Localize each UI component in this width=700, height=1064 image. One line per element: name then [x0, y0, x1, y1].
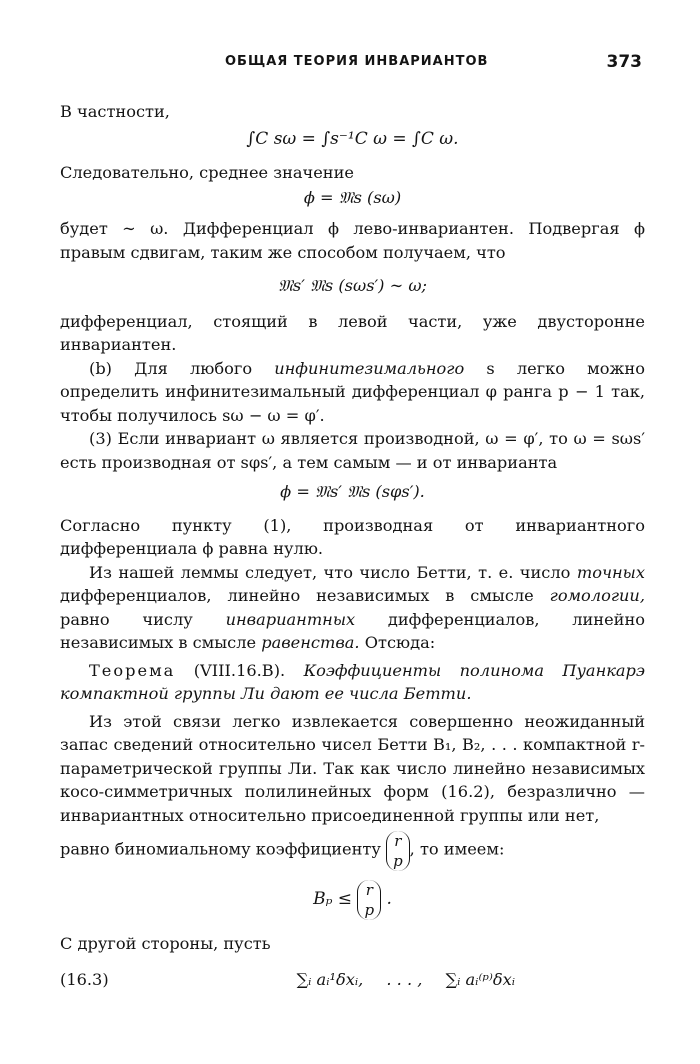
lemma-text-a: Из нашей леммы следует, что число Бетти, т. е. число: [89, 562, 571, 582]
item-b-label: (b): [89, 358, 112, 378]
betti-bound-left: Bₚ ≤: [313, 889, 353, 909]
theorem-block: [60, 659, 645, 706]
page-number: 373: [606, 52, 642, 72]
theorem-ref: (VIII.16.B).: [193, 660, 286, 680]
paragraph-binomial: [60, 829, 645, 871]
paragraph-left-invariant: будет ∼ ω. Дифференциал ϕ лево-инвариантен. Подвергая ϕ правым сдвигам, таким же способом получаем, что: [60, 219, 645, 262]
lemma-text-d: дифференциалов, линейно независимых в смысле: [60, 609, 645, 652]
paragraph-betti-numbers: Из этой связи легко извлекается совершенно неожиданный запас сведений относительно чисел Бетти B₁, B₂, . . . компактной r-параметрической группы Ли. Так как число линейно независимых косо-симметричных полилинейных форм (16.2), безразлично — инвариантных относительно присоединенной группы или нет,: [60, 711, 645, 825]
formula-betti-bound: Bₚ ≤ r p .: [313, 881, 392, 919]
binomial-top: r: [394, 832, 402, 850]
item-b-emphasis: инфинитезимального: [274, 358, 465, 378]
theorem-label: Теорема: [89, 660, 176, 680]
lemma-text-e: Отсюда:: [364, 633, 436, 652]
binomial-coefficient: [386, 829, 410, 871]
formula-16-3: [60, 968, 645, 992]
paragraph-item-3: (3) Если инвариант ω является производной, ω = φ′, то ω = sωs′ есть производная от sφs′, а тем самым — и от инварианта: [60, 429, 645, 472]
lemma-emphasis-exact: точных: [576, 562, 645, 582]
paragraph-in-particular: В частности,: [60, 102, 170, 121]
formula-two-sided-mean: 𝔐s′ 𝔐s (sωs′) ∼ ω;: [278, 276, 427, 295]
sum-first: ∑ᵢ aᵢ¹δxᵢ,: [296, 969, 364, 989]
paragraph-derivative-zero: Согласно пункту (1), производная от инвариантного дифференциала ϕ равна нулю.: [60, 515, 645, 558]
paragraph-two-sided: дифференциал, стоящий в левой части, уже двусторонне инвариантен.: [60, 311, 645, 354]
item-b-text-b: s легко можно определить инфинитезимальный дифференциал φ ранга p − 1 так, чтобы получилось sω − ω = φ′.: [60, 358, 645, 425]
formula-integral: ∫C sω = ∫s⁻¹C ω = ∫C ω.: [246, 128, 459, 149]
sum-last: ∑ᵢ aᵢ⁽ᵖ⁾δxᵢ: [445, 969, 515, 989]
equation-number: (16.3): [60, 969, 109, 989]
equation-16-3-body: [297, 968, 515, 992]
running-title: ОБЩАЯ ТЕОРИЯ ИНВАРИАНТОВ: [225, 54, 489, 69]
sum-ellipsis: . . . ,: [386, 969, 423, 989]
formula-derivative-invariant: ϕ = 𝔐s′ 𝔐s (sφs′).: [280, 482, 425, 501]
paragraph-item-b: [60, 357, 645, 428]
betti-binomial-top: r: [365, 881, 373, 899]
page-body: [60, 100, 645, 998]
lemma-emphasis-invariant: инвариантных: [225, 609, 356, 629]
paragraph-on-the-other-hand: С другой стороны, пусть: [60, 934, 271, 953]
page-header: [60, 52, 642, 78]
theorem-text: Коэффициенты полинома Пуанкарэ компактной группы Ли дают ее числа Бетти.: [60, 660, 645, 703]
binomial-text-a: равно биномиальному коэффициенту: [60, 839, 381, 859]
lemma-text-c: равно числу: [60, 609, 193, 629]
paragraph-lemma: [60, 561, 645, 655]
lemma-emphasis-equality: равенства.: [261, 633, 360, 652]
paragraph-consequently: Следовательно, среднее значение: [60, 163, 354, 182]
formula-mean-value: ϕ = 𝔐s (sω): [303, 187, 402, 207]
binomial-text-b: , то имеем:: [409, 839, 505, 859]
betti-binomial-bottom: p: [364, 901, 375, 919]
lemma-text-b: дифференциалов, линейно независимых в смысле: [60, 586, 534, 605]
binomial-bottom: p: [393, 852, 403, 870]
item-b-text-a: Для любого: [134, 358, 253, 378]
lemma-emphasis-homology: гомологии,: [549, 586, 645, 605]
betti-bound-binomial: [357, 879, 381, 920]
